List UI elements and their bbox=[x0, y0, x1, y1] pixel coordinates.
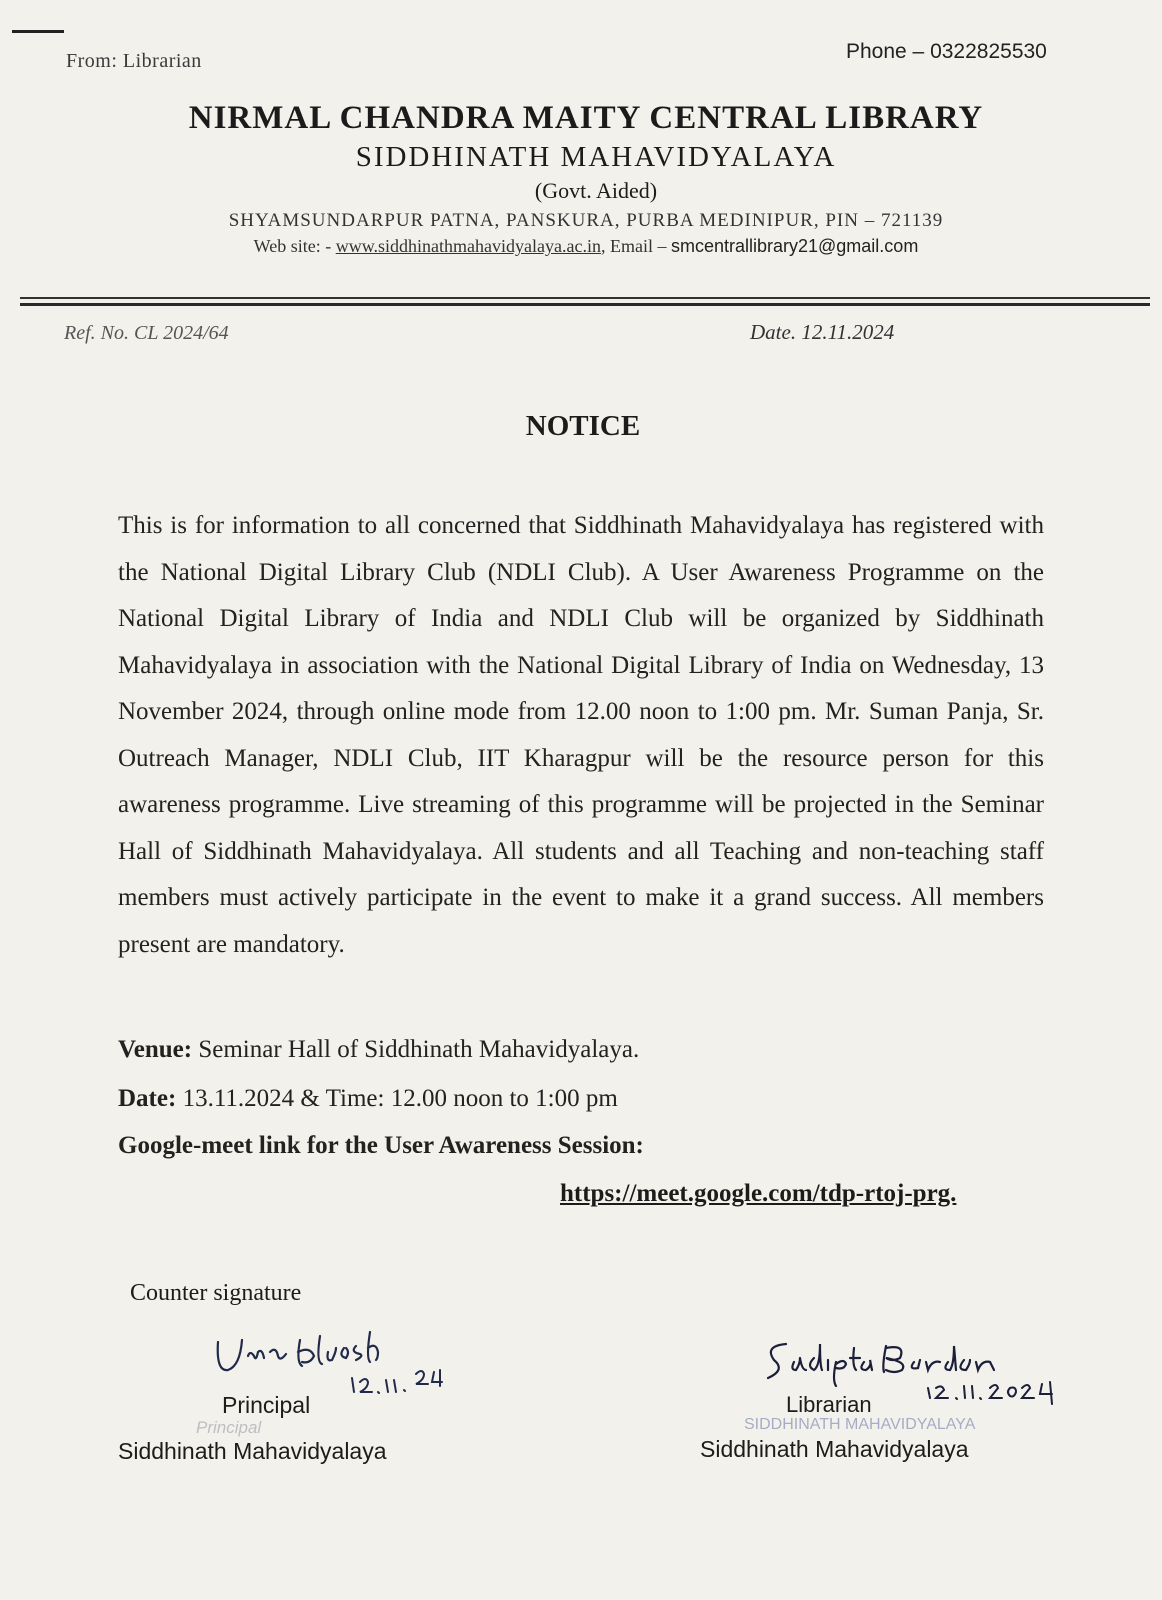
email-label: , Email – bbox=[600, 236, 671, 256]
website-link[interactable]: www.siddhinathmahavidyalaya.ac.in bbox=[335, 236, 601, 256]
meet-link-label: Google-meet link for the User Awareness Session: bbox=[118, 1132, 644, 1159]
header-divider-thick bbox=[20, 303, 1150, 306]
principal-signature bbox=[210, 1322, 500, 1402]
phone-number: Phone – 0322825530 bbox=[846, 40, 1047, 63]
notice-title: NOTICE bbox=[525, 410, 641, 442]
principal-title: Principal bbox=[222, 1392, 311, 1418]
librarian-stamp: SIDDHINATH MAHAVIDYALAYA bbox=[744, 1416, 976, 1433]
librarian-title: Librarian bbox=[786, 1392, 872, 1417]
reference-number: Ref. No. CL 2024/64 bbox=[64, 322, 229, 344]
notice-date: Date. 12.11.2024 bbox=[750, 320, 895, 344]
counter-signature-label: Counter signature bbox=[130, 1280, 302, 1306]
from-line: From: Librarian bbox=[66, 50, 202, 72]
college-name: SIDDHINATH MAHAVIDYALAYA bbox=[355, 141, 837, 173]
email-address[interactable]: smcentrallibrary21@gmail.com bbox=[670, 236, 919, 256]
header-divider-thin bbox=[20, 297, 1150, 299]
corner-mark bbox=[12, 30, 64, 33]
date-label: Date: bbox=[118, 1085, 177, 1112]
aided-status: (Govt. Aided) bbox=[534, 178, 658, 203]
contact-line bbox=[10, 236, 1162, 257]
principal-stamp: Principal bbox=[196, 1418, 262, 1437]
venue-value: Seminar Hall of Siddhinath Mahavidyalaya. bbox=[192, 1036, 640, 1063]
notice-body: This is for information to all concerned that Siddhinath Mahavidyalaya has registered with the National Digital Library Club (NDLI Club). A User Awareness Programme on the National Digital Library of India and NDLI Club will be organized by Siddhinath Mahavidyalaya in association with the National Digital Library of India on Wednesday, 13 November 2024, through online mode from 12.00 noon to 1:00 pm. Mr. Suman Panja, Sr. Outreach Manager, NDLI Club, IIT Kharagpur will be the resource person for this awareness programme. Live streaming of this programme will be projected in the Seminar Hall of Siddhinath Mahavidyalaya. All students and all Teaching and non-teaching staff members must actively participate in the event to make it a grand success. All members present are mandatory. bbox=[118, 512, 1044, 958]
librarian-college: Siddhinath Mahavidyalaya bbox=[700, 1436, 969, 1462]
library-name: NIRMAL CHANDRA MAITY CENTRAL LIBRARY bbox=[188, 100, 984, 136]
principal-college: Siddhinath Mahavidyalaya bbox=[118, 1438, 387, 1464]
address: SHYAMSUNDARPUR PATNA, PANSKURA, PURBA MEDINIPUR, PIN – 721139 bbox=[228, 210, 944, 231]
venue-label: Venue: bbox=[118, 1036, 193, 1063]
date-time-value: 13.11.2024 & Time: 12.00 noon to 1:00 pm bbox=[176, 1085, 618, 1112]
date-time-line bbox=[118, 1085, 618, 1113]
venue-line bbox=[118, 1036, 639, 1064]
letterhead bbox=[0, 100, 1162, 257]
meet-link[interactable]: https://meet.google.com/tdp-rtoj-prg. bbox=[560, 1180, 957, 1207]
website-label: Web site: - bbox=[253, 236, 336, 256]
